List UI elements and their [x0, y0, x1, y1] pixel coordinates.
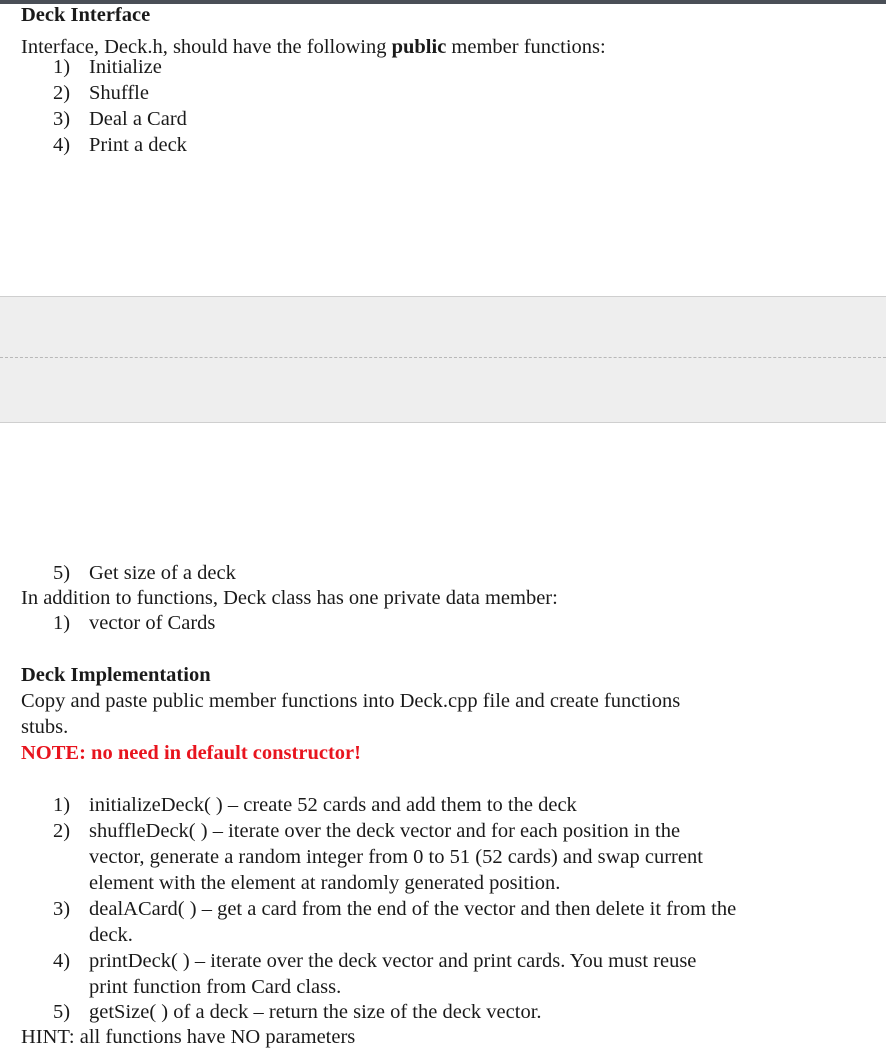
interface-list-item: [53, 132, 187, 158]
deck-interface-heading: Deck Interface: [21, 4, 151, 26]
list-item-continuation: element with the element at randomly generated position.: [89, 872, 561, 894]
list-item-text: printDeck( ) – iterate over the deck vector and print cards. You must reuse: [89, 950, 697, 972]
list-item-text: Deal a Card: [89, 108, 187, 130]
list-item-text: shuffleDeck( ) – iterate over the deck vector and for each position in the: [89, 820, 681, 842]
deck-implementation-heading: Deck Implementation: [21, 664, 211, 686]
private-member-intro: In addition to functions, Deck class has one private data member:: [21, 587, 558, 609]
list-number: 2): [53, 82, 71, 104]
list-item-continuation: deck.: [89, 924, 133, 946]
implementation-list-item: [53, 818, 680, 844]
note-text: NOTE: no need in default constructor!: [21, 742, 361, 764]
list-item-continuation: vector, generate a random integer from 0 to 51 (52 cards) and swap current: [89, 846, 703, 868]
list-number: 1): [53, 612, 71, 634]
list-number: 4): [53, 950, 71, 972]
private-list-item: [53, 610, 215, 636]
list-item-text: initializeDeck( ) – create 52 cards and add them to the deck: [89, 794, 577, 816]
list-item-text: Get size of a deck: [89, 562, 236, 584]
list-item-text: getSize( ) of a deck – return the size of the deck vector.: [89, 1001, 542, 1023]
page-gap-upper: [0, 296, 886, 358]
list-item-text: Print a deck: [89, 134, 187, 156]
list-number: 2): [53, 820, 71, 842]
list-item-text: vector of Cards: [89, 612, 216, 634]
interface-intro-bold: public: [391, 36, 447, 58]
list-number: 3): [53, 898, 71, 920]
list-number: 5): [53, 562, 71, 584]
implementation-intro-line-1: Copy and paste public member functions into Deck.cpp file and create functions: [21, 690, 681, 712]
list-number: 4): [53, 134, 71, 156]
list-item-continuation: print function from Card class.: [89, 976, 342, 998]
page-gap-lower: [0, 358, 886, 423]
interface-intro-text: Interface, Deck.h, should have the following: [21, 36, 392, 58]
implementation-list-item: [53, 948, 696, 974]
list-number: 3): [53, 108, 71, 130]
interface-list-item: [53, 54, 162, 80]
list-item-text: dealACard( ) – get a card from the end of the vector and then delete it from the: [89, 898, 737, 920]
interface-list-item: [53, 106, 187, 132]
hint-text: HINT: all functions have NO parameters: [21, 1026, 356, 1048]
list-item-text: Initialize: [89, 56, 162, 78]
list-number: 1): [53, 794, 71, 816]
interface-list-item: [53, 560, 236, 586]
implementation-list-item: [53, 792, 577, 818]
list-number: 5): [53, 1001, 71, 1023]
implementation-list-item: [53, 896, 736, 922]
implementation-intro-line-2: stubs.: [21, 716, 69, 738]
list-number: 1): [53, 56, 71, 78]
interface-list-item: [53, 80, 149, 106]
interface-intro-text-end: member functions:: [446, 36, 606, 58]
implementation-list-item: [53, 999, 542, 1025]
list-item-text: Shuffle: [89, 82, 149, 104]
